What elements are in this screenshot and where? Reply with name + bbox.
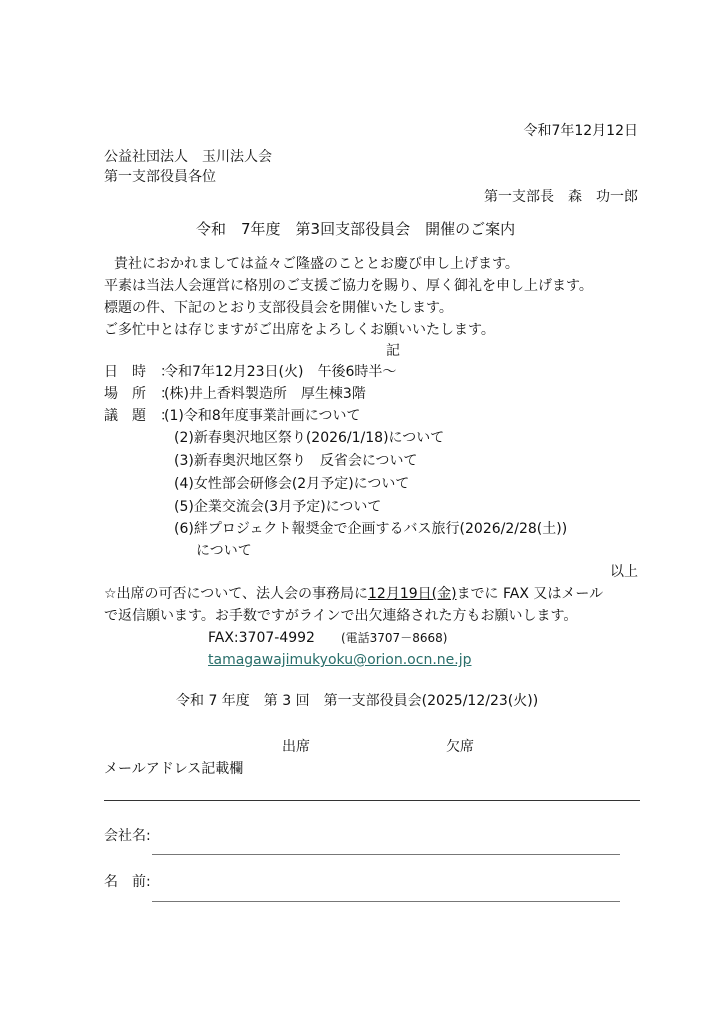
absent-option[interactable]: 欠席 [446,739,474,755]
body-paragraph-2: 平素は当法人会運営に格別のご支援ご協力を賜り、厚く御礼を申し上げます。 [104,278,593,294]
agenda-label: 議 題 ： [104,408,174,424]
ijo-closing: 以上 [610,564,638,580]
name-label: 名 前: [104,874,151,890]
company-label: 会社名: [104,828,151,844]
agenda-item: (4)女性部会研修会(2月予定)について [174,476,410,492]
notice-line-1: ☆出席の可否について、法人会の事務局に12月19日(金)までに FAX 又はメール [104,586,604,602]
email-field-line[interactable] [104,800,640,801]
place-label: 場 所 ： [104,386,174,402]
body-paragraph-4: ご多忙中とは存じますがご出席をよろしくお願いいたします。 [104,322,495,338]
datetime-value: 令和7年12月23日(火) 午後6時半～ [164,364,397,380]
place-value: (株)井上香料製造所 厚生棟3階 [164,386,366,402]
body-paragraph-1: 貴社におかれましては益々ご隆盛のこととお慶び申し上げます。 [114,256,519,272]
deadline-date: 12月19日(金) [368,586,457,602]
email-field-label: メールアドレス記載欄 [104,761,244,777]
document-date: 令和7年12月12日 [523,123,638,139]
datetime-label: 日 時 ： [104,364,174,380]
name-field-line[interactable] [152,901,620,902]
attend-option[interactable]: 出席 [282,739,310,755]
company-field-line[interactable] [152,854,620,855]
recipients: 第一支部役員各位 [104,169,216,185]
reply-heading: 令和 7 年度 第 3 回 第一支部役員会(2025/12/23(火)) [176,693,539,709]
agenda-item: (5)企業交流会(3月予定)について [174,499,382,515]
agenda-item: (3)新春奥沢地区祭り 反省会について [174,453,418,469]
agenda-item: (6)絆プロジェクト報奨金で企画するバス旅行(2026/2/28(土)) [174,521,568,537]
agenda-item: (1)令和8年度事業計画について [164,408,361,424]
fax-line [208,628,447,648]
notice-line-2: で返信願います。お手数ですがラインで出欠連絡された方もお願いします。 [104,608,578,624]
detail-agenda [104,406,360,426]
email-link[interactable]: tamagawajimukyoku@orion.ocn.ne.jp [208,652,472,668]
tel-number: (電話3707－8668) [340,631,448,645]
detail-place [104,384,366,404]
detail-datetime [104,362,396,382]
body-paragraph-3: 標題の件、下記のとおり支部役員会を開催いたします。 [104,300,453,316]
ki-heading: 記 [386,343,400,359]
agenda-item-continuation: について [196,543,252,559]
agenda-item: (2)新春奥沢地区祭り(2026/1/18)について [174,430,445,446]
page-title: 令和 7年度 第3回支部役員会 開催のご案内 [196,220,516,238]
organization-name: 公益社団法人 玉川法人会 [104,149,272,165]
fax-number: FAX:3707-4992 [208,630,315,646]
sender: 第一支部長 森 功一郎 [484,189,638,205]
